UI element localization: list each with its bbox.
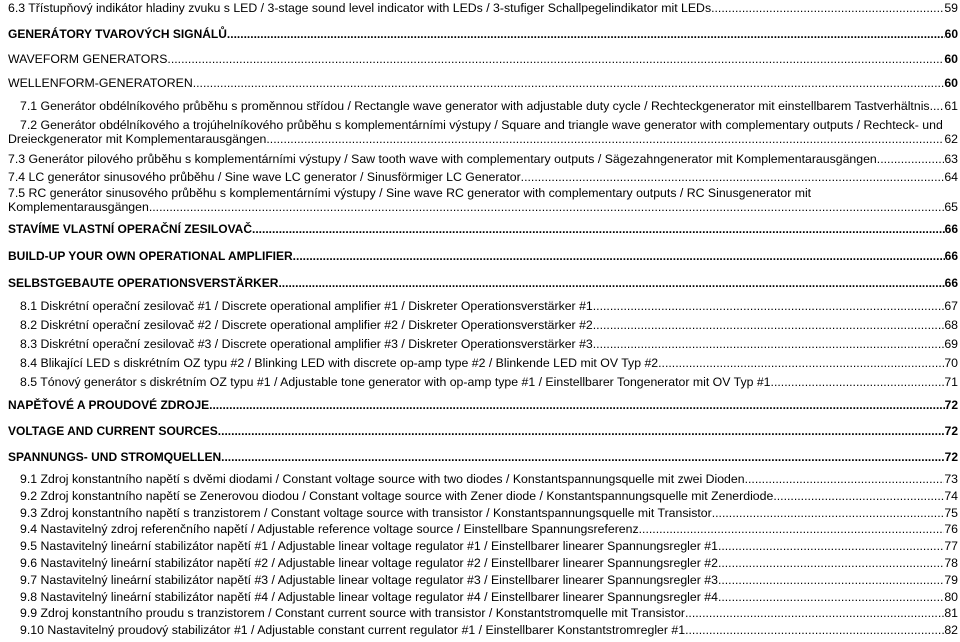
toc-entry-page: 69 [944, 337, 958, 351]
dot-leader [266, 132, 944, 146]
dot-leader [718, 540, 944, 553]
toc-entry-page: 65 [944, 200, 958, 214]
toc-section-heading[interactable] [8, 53, 958, 66]
toc-entry-page: 74 [944, 488, 958, 503]
toc-entry-title: 8.3 Diskrétní operační zesilovač #3 / Discrete operational amplifier #3 / Diskreter Operationsverstärker #3 [20, 337, 593, 351]
toc-entry-title-line1: 7.2 Generátor obdélníkového a trojúhelníkového průběhu s komplementárními výstupy / Square and triangle wave generator with complementary outputs / Rechteck- und [20, 118, 943, 132]
toc-entry[interactable] [20, 591, 958, 604]
toc-entry[interactable] [20, 574, 958, 587]
toc-entry-page: 78 [944, 556, 958, 570]
toc-section-heading[interactable] [8, 250, 958, 263]
toc-entry-title: SPANNUNGS- UND STROMQUELLEN [8, 450, 222, 464]
dot-leader [718, 591, 944, 604]
toc-entry-title: WELLENFORM-GENERATOREN [8, 76, 193, 90]
dot-leader [745, 473, 945, 486]
toc-entry-title-line1: 7.5 RC generátor sinusového průběhu s komplementárními výstupy / Sine wave RC generator with complementary outputs / RC Sinusgenerator mit [8, 186, 812, 200]
dot-leader [711, 2, 944, 15]
toc-entry-title: NAPĚŤOVÉ A PROUDOVÉ ZDROJE [8, 398, 210, 412]
toc-entry-title: 9.6 Nastavitelný lineární stabilizátor napětí #2 / Adjustable linear voltage regulator #2 / Einstellbarer linearer Spannungsregler #2 [20, 556, 718, 570]
toc-entry[interactable] [20, 507, 958, 520]
dot-leader [293, 250, 945, 263]
dot-leader [221, 451, 945, 464]
dot-leader [718, 557, 944, 570]
toc-entry-multiline[interactable] [8, 186, 958, 214]
toc-entry[interactable] [20, 607, 958, 620]
dot-leader [771, 376, 945, 389]
toc-entry[interactable] [20, 490, 958, 503]
toc-entry-page: 70 [944, 356, 958, 370]
toc-entry[interactable] [20, 523, 958, 536]
toc-entry-title: 9.4 Nastavitelný zdroj referenčního napětí / Adjustable reference voltage source / Einstellbare Spannungsreferenz [20, 522, 639, 537]
toc-entry-page: 66 [944, 222, 958, 236]
toc-entry[interactable] [20, 473, 958, 486]
toc-entry-page: 75 [944, 505, 958, 520]
toc-entry-title: 8.5 Tónový generátor s diskrétním OZ typu #1 / Adjustable tone generator with op-amp type #1 / Einstellbarer Tongenerator mit OV Typ #1 [20, 375, 771, 389]
toc-entry-title: 6.3 Třístupňový indikátor hladiny zvuku s LED / 3-stage sound level indicator with LEDs / 3-stufiger Schallpegelindikator mit LEDs [8, 1, 712, 15]
toc-section-heading[interactable] [8, 425, 958, 438]
toc-entry-page: 61 [944, 99, 958, 113]
dot-leader [252, 223, 945, 236]
toc-entry-page: 72 [944, 398, 958, 412]
toc-entry-page: 81 [944, 606, 958, 621]
toc-entry-title: SELBSTGEBAUTE OPERATIONSVERSTÄRKER [8, 276, 279, 290]
toc-entry-page: 76 [944, 522, 958, 537]
toc-entry-title: 9.10 Nastavitelný proudový stabilizátor #1 / Adjustable constant current regulator #1 / Einstellbarer Konstantstromregler #1 [20, 623, 686, 638]
toc-entry-title-line2: Dreieckgenerator mit Komplementarausgängen [8, 132, 267, 146]
toc-entry-page: 72 [944, 424, 958, 438]
dot-leader [167, 53, 944, 66]
toc-entry[interactable] [20, 338, 958, 351]
dot-leader [639, 523, 945, 536]
dot-leader [930, 100, 945, 113]
toc-section-heading[interactable] [8, 451, 958, 464]
dot-leader [712, 507, 945, 520]
toc-entry-page: 64 [944, 170, 958, 184]
toc-entry-page: 60 [944, 76, 958, 90]
toc-entry-title: 9.9 Zdroj konstantního proudu s tranzistorem / Constant current source with transistor / Konstantstromquelle mit Transistor [20, 606, 686, 621]
toc-entry-title: 7.1 Generátor obdélníkového průběhu s proměnnou střídou / Rectangle wave generator with adjustable duty cycle / Rechteckgenerator mit einstellbarem Tastverhältnis [20, 99, 930, 113]
toc-entry-title: 9.7 Nastavitelný lineární stabilizátor napětí #3 / Adjustable linear voltage regulator #3 / Einstellbarer linearer Spannungsregler #3 [20, 572, 718, 587]
dot-leader [773, 490, 944, 503]
dot-leader [593, 300, 945, 313]
toc-entry-title: 7.3 Generátor pilového průběhu s komplementárními výstupy / Saw tooth wave with complementary outputs / Sägezahngenerator mit Komplementarausgängen [8, 152, 877, 166]
toc-entry[interactable] [20, 357, 958, 370]
dot-leader [278, 277, 944, 290]
toc-entry[interactable] [20, 100, 958, 113]
toc-entry[interactable] [8, 153, 958, 166]
dot-leader [718, 574, 944, 587]
toc-section-heading[interactable] [8, 399, 958, 412]
toc-entry-page: 68 [944, 318, 958, 332]
toc-entry-page: 73 [944, 472, 958, 486]
toc-entry-title: GENERÁTORY TVAROVÝCH SIGNÁLŮ [8, 27, 227, 41]
toc-entry-page: 60 [944, 27, 958, 41]
dot-leader [685, 607, 944, 620]
toc-entry-page: 72 [944, 450, 958, 464]
toc-section-heading[interactable] [8, 223, 958, 236]
dot-leader [685, 624, 944, 637]
toc-entry[interactable] [20, 557, 958, 570]
dot-leader [593, 319, 945, 332]
toc-entry-title: 9.1 Zdroj konstantního napětí s dvěmi diodami / Constant voltage source with two diodes / Konstantspannungsquelle mit zwei Dioden [20, 472, 745, 486]
toc-entry-title: WAVEFORM GENERATORS [8, 52, 168, 66]
toc-entry[interactable] [20, 624, 958, 637]
dot-leader [209, 399, 945, 412]
toc-entry-page: 66 [944, 276, 958, 290]
toc-entry-line2 [8, 132, 958, 146]
toc-entry[interactable] [20, 376, 958, 389]
toc-entry-title: VOLTAGE AND CURRENT SOURCES [8, 424, 218, 438]
dot-leader [218, 425, 945, 438]
toc-entry-title: 8.2 Diskrétní operační zesilovač #2 / Discrete operational amplifier #2 / Diskreter Operationsverstärker #2 [20, 318, 593, 332]
toc-entry-multiline[interactable] [8, 118, 958, 146]
toc-entry-title-line2: Komplementarausgängen [8, 200, 149, 214]
toc-entry-page: 71 [944, 375, 958, 389]
dot-leader [149, 200, 944, 214]
toc-entry-title: 8.4 Blikající LED s diskrétním OZ typu #2 / Blinking LED with discrete op-amp type #2 / Blinkende LED mit OV Typ #2 [20, 356, 659, 370]
toc-entry-title: 9.8 Nastavitelný lineární stabilizátor napětí #4 / Adjustable linear voltage regulator #4 / Einstellbarer linearer Spannungsregler #4 [20, 589, 718, 604]
dot-leader [227, 28, 945, 41]
toc-section-heading[interactable] [8, 77, 958, 90]
toc-entry-page: 82 [944, 623, 958, 638]
toc-entry-page: 59 [944, 1, 958, 15]
dot-leader [521, 171, 945, 184]
toc-entry[interactable] [20, 540, 958, 553]
toc-section-heading[interactable] [8, 277, 958, 290]
toc-entry-page: 62 [944, 132, 958, 146]
toc-section-heading[interactable] [8, 28, 958, 41]
toc-entry-page: 60 [944, 52, 958, 66]
toc-entry-title: 9.3 Zdroj konstantního napětí s tranzistorem / Constant voltage source with transistor / Konstantspannungsquelle mit Transistor [20, 505, 712, 520]
toc-entry-page: 66 [944, 249, 958, 263]
dot-leader [593, 338, 945, 351]
toc-entry-title: 9.2 Zdroj konstantního napětí se Zenerovou diodou / Constant voltage source with Zener diode / Konstantspannungsquelle mit Zenerdiode [20, 488, 774, 503]
toc-entry-title: 8.1 Diskrétní operační zesilovač #1 / Discrete operational amplifier #1 / Diskreter Operationsverstärker #1 [20, 299, 593, 313]
toc-entry-title: BUILD-UP YOUR OWN OPERATIONAL AMPLIFIER [8, 249, 293, 263]
dot-leader [658, 357, 944, 370]
toc-entry[interactable] [20, 319, 958, 332]
toc-entry-page: 80 [944, 589, 958, 604]
toc-entry-page: 67 [944, 299, 958, 313]
toc-entry[interactable] [20, 300, 958, 313]
toc-entry[interactable] [8, 2, 958, 15]
toc-entry-page: 63 [944, 152, 958, 166]
toc-entry-title: 7.4 LC generátor sinusového průběhu / Sine wave LC generator / Sinusförmiger LC Generator [8, 170, 521, 184]
toc-entry-title: STAVÍME VLASTNÍ OPERAČNÍ ZESILOVAČ [8, 222, 253, 236]
toc-entry-title: 9.5 Nastavitelný lineární stabilizátor napětí #1 / Adjustable linear voltage regulator #1 / Einstellbarer linearer Spannungsregler #1 [20, 539, 718, 554]
toc-entry-page: 79 [944, 572, 958, 587]
dot-leader [877, 153, 945, 166]
dot-leader [193, 77, 945, 90]
toc-entry-line2 [8, 200, 958, 214]
toc-entry-page: 77 [944, 539, 958, 554]
toc-entry[interactable] [8, 171, 958, 184]
